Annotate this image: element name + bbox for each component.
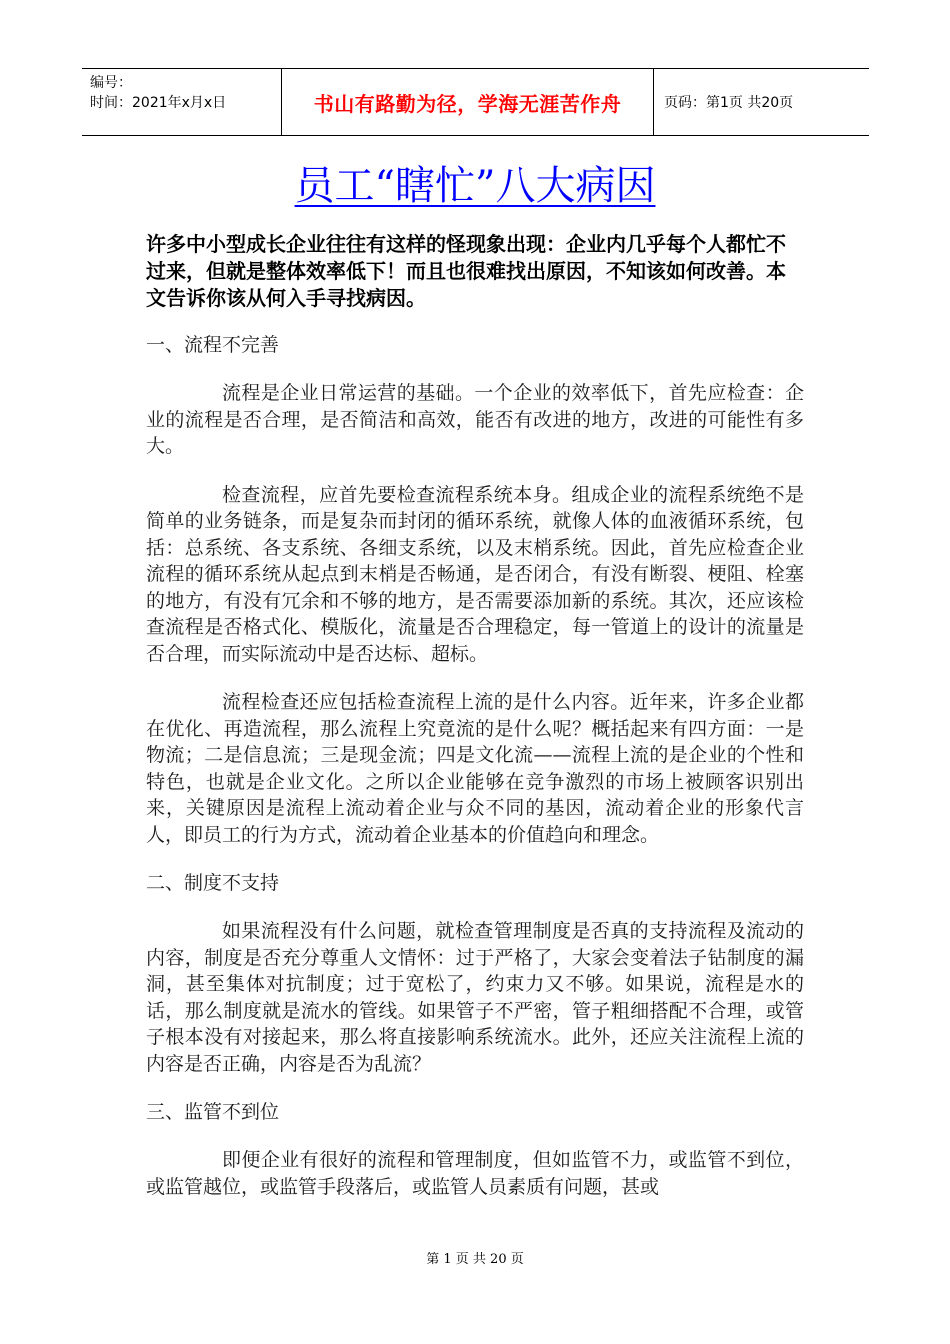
document-title bbox=[0, 158, 950, 214]
page-footer: 第 1 页 共 20 页 bbox=[426, 1252, 524, 1267]
document-title-link[interactable]: 员工“瞎忙”八大病因 bbox=[294, 163, 656, 209]
section-heading: 一、流程不完善 bbox=[146, 334, 280, 356]
body-paragraph: 即便企业有很好的流程和管理制度，但如监管不力，或监管不到位，或监管越位，或监管手段落后，或监管人员素质有问题，甚或 bbox=[146, 1149, 804, 1198]
header-table bbox=[82, 68, 869, 136]
header-meta-cell bbox=[82, 69, 282, 135]
body-paragraph: 检查流程，应首先要检查流程系统本身。组成企业的流程系统绝不是简单的业务链条，而是复杂而封闭的循环系统，就像人体的血液循环系统，包括：总系统、各支系统、各细支系统，以及末梢系统。因此，首先应检查企业流程的循环系统从起点到末梢是否畅通，是否闭合，有没有断裂、梗阻、栓塞的地方，有没有冗余和不够的地方，是否需要添加新的系统。其次，还应该检查流程是否格式化、模版化，流量是否合理稳定，每一管道上的设计的流量是否合理，而实际流动中是否达标、超标。 bbox=[146, 483, 804, 665]
header-page-info: 页码：第1页 共20页 bbox=[664, 95, 794, 111]
section-2 bbox=[146, 870, 804, 1077]
section-heading: 二、制度不支持 bbox=[146, 872, 280, 894]
intro-paragraph: 许多中小型成长企业往往有这样的怪现象出现：企业内几乎每个人都忙不过来，但就是整体效率低下！而且也很难找出原因，不知该如何改善。本文告诉你该从何入手寻找病因。 bbox=[146, 232, 786, 310]
body-paragraph: 流程检查还应包括检查流程上流的是什么内容。近年来，许多企业都在优化、再造流程，那么流程上究竟流的是什么呢？概括起来有四方面：一是物流；二是信息流；三是现金流；四是文化流——流程上流的是企业的个性和特色，也就是企业文化。之所以企业能够在竞争激烈的市场上被顾客识别出来，关键原因是流程上流动着企业与众不同的基因，流动着企业的形象代言人，即员工的行为方式，流动着企业基本的价值趋向和理念。 bbox=[146, 691, 804, 846]
body-paragraph: 如果流程没有什么问题，就检查管理制度是否真的支持流程及流动的内容，制度是否充分尊重人文情怀：过于严格了，大家会变着法子钻制度的漏洞，甚至集体对抗制度；过于宽松了，约束力又不够。如果说，流程是水的话，那么制度就是流水的管线。如果管子不严密，管子粗细搭配不合理，或管子根本没有对接起来，那么将直接影响系统流水。此外，还应关注流程上流的内容是否正确，内容是否为乱流？ bbox=[146, 920, 804, 1075]
section-3 bbox=[146, 1099, 804, 1200]
section-1 bbox=[146, 332, 804, 848]
document-number-label: 编号： bbox=[90, 75, 132, 91]
document-date-label: 时间：2021年x月x日 bbox=[90, 95, 227, 111]
document-body bbox=[146, 231, 804, 1222]
body-paragraph: 流程是企业日常运营的基础。一个企业的效率低下，首先应检查：企业的流程是否合理，是否简洁和高效，能否有改进的地方，改进的可能性有多大。 bbox=[146, 382, 804, 457]
section-heading: 三、监管不到位 bbox=[146, 1101, 280, 1123]
header-motto: 书山有路勤为径，学海无涯苦作舟 bbox=[282, 69, 654, 135]
